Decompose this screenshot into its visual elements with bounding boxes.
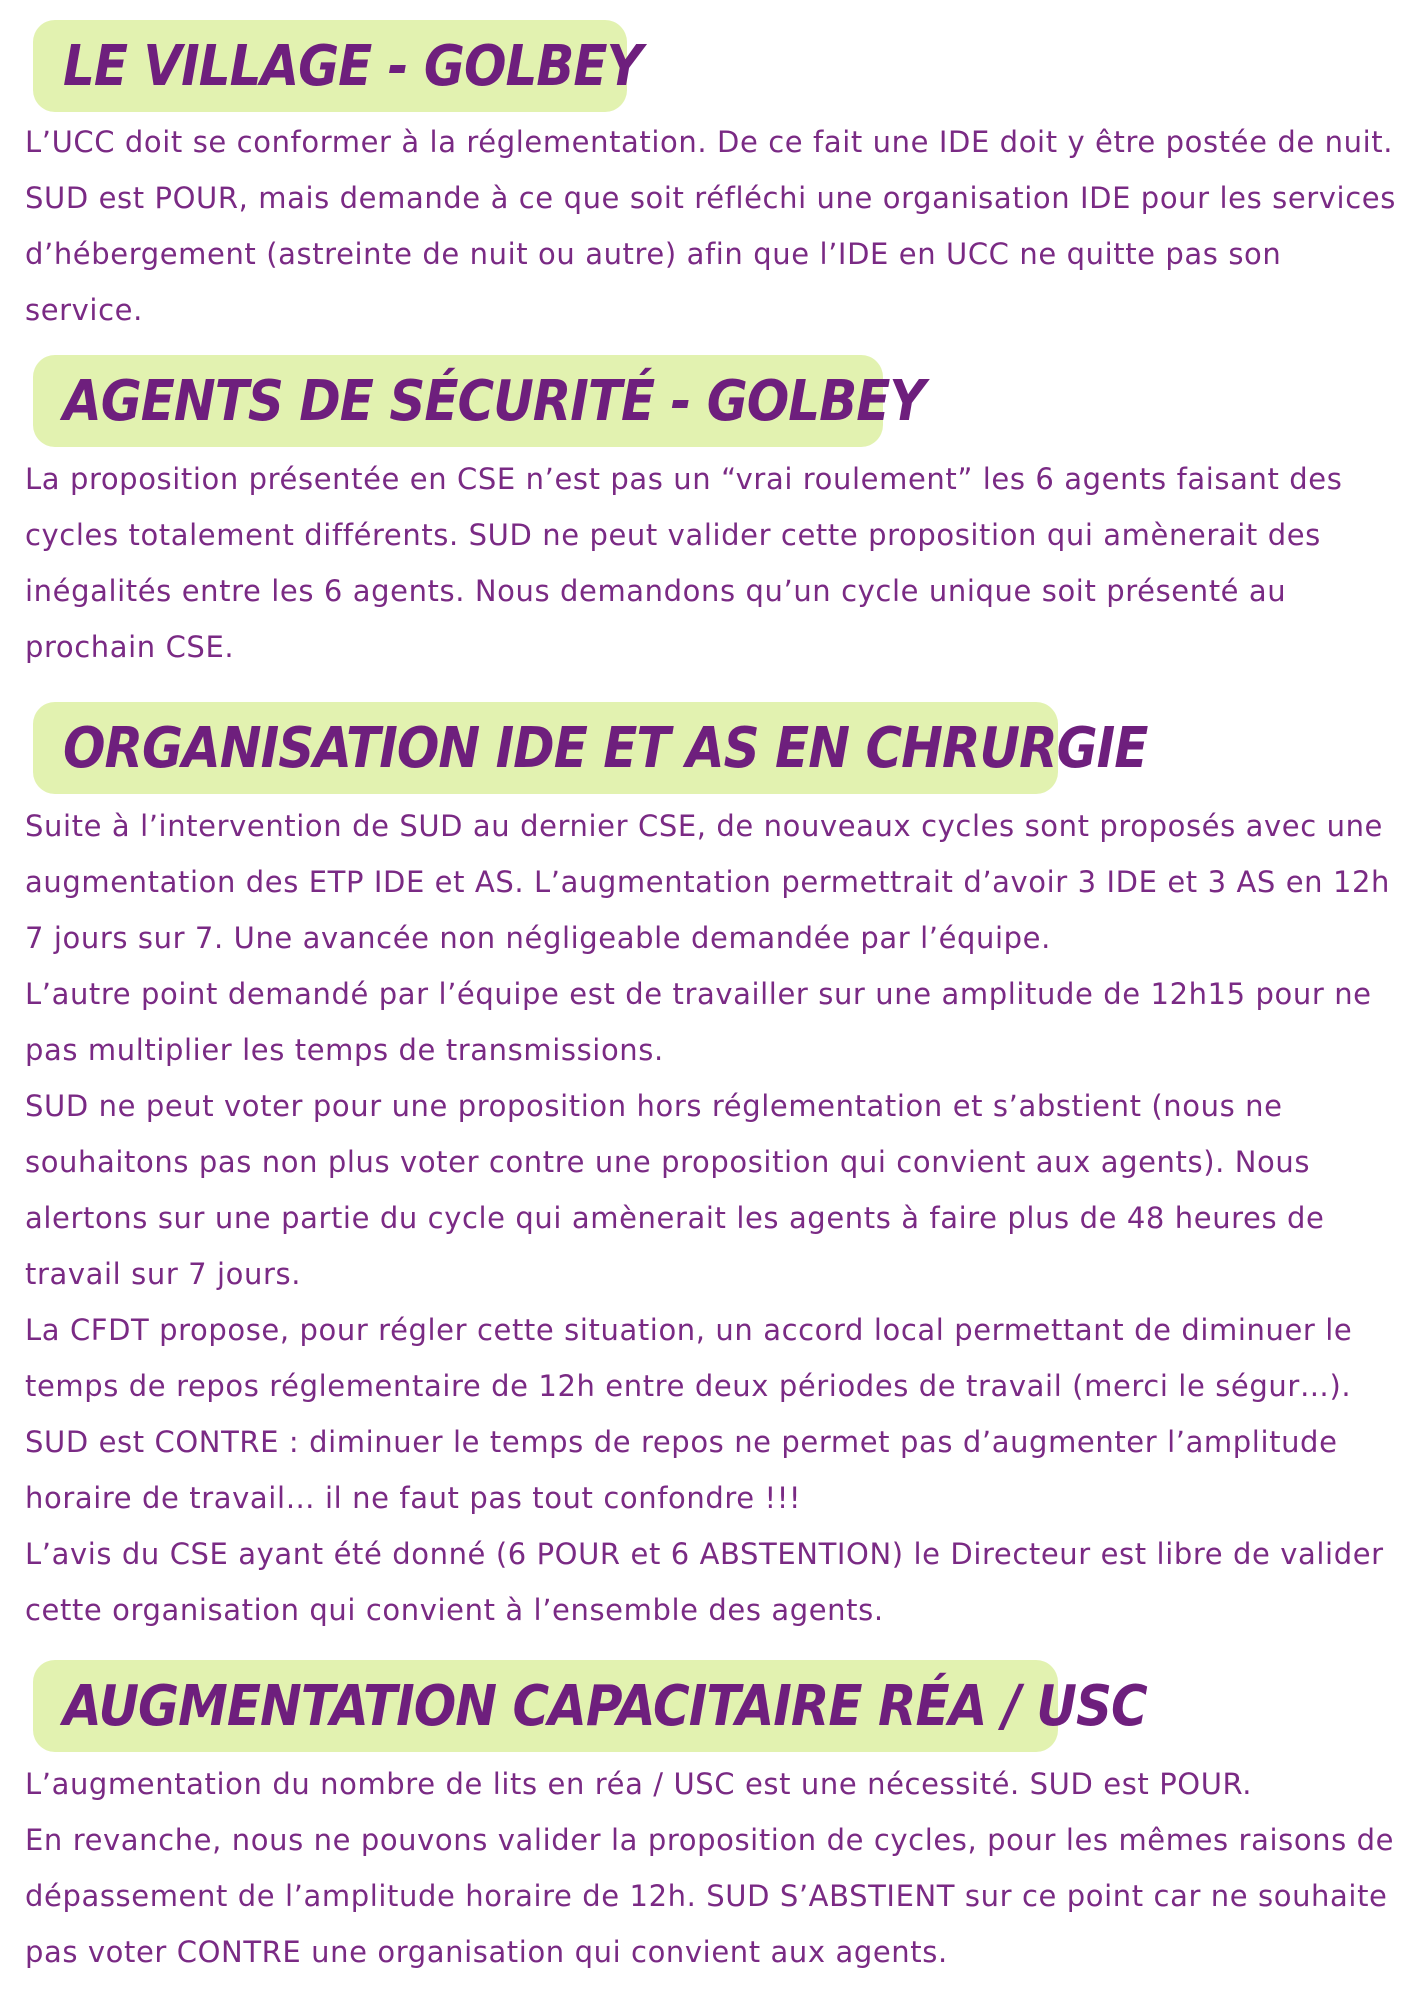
section-body-augmentation-rea-usc [25,1756,1397,1980]
paragraph: La CFDT propose, pour régler cette situation, un accord local permettant de diminuer le temps de repos réglementaire de 12h entre deux périodes de travail (merci le ségur…). SUD est CONTRE : diminuer le temps de repos ne permet pas d’augmenter l’amplitude horaire de travail… il ne faut pas tout confondre !!! [25,1313,1353,1515]
paragraph: La proposition présentée en CSE n’est pas un “vrai roulement” les 6 agents faisant des cycles totalement différents. SUD ne peut valider cette proposition qui amènerait des inégalités entre les 6 agents. Nous demandons qu’un cycle unique soit présenté au prochain CSE. [25,462,1343,664]
paragraph: L’avis du CSE ayant été donné (6 POUR et 6 ABSTENTION) le Directeur est libre de valider cette organisation qui convient à l’ensemble des agents. [25,1537,1384,1627]
paragraph: Suite à l’intervention de SUD au dernier CSE, de nouveaux cycles sont proposés avec une augmentation des ETP IDE et AS. L’augmentation permettrait d’avoir 3 IDE et 3 AS en 12h 7 jours sur 7. Une avancée non négligeable demandée par l’équipe. [25,809,1391,955]
section-title: AGENTS DE SÉCURITÉ - GOLBEY [63,368,925,434]
section-heading-organisation-ide-as [33,702,1148,794]
paragraph: L’augmentation du nombre de lits en réa / USC est une nécessité. SUD est POUR. [25,1767,1253,1801]
section-title: LE VILLAGE - GOLBEY [63,33,642,99]
section-heading-augmentation-rea-usc [33,1660,1147,1752]
section-body-village-golbey [25,114,1397,338]
paragraph: SUD ne peut voter pour une proposition hors réglementation et s’abstient (nous ne souhaitons pas non plus voter contre une proposition qui convient aux agents). Nous alertons sur une partie du cycle qui amènerait les agents à faire plus de 48 heures de travail sur 7 jours. [25,1089,1325,1291]
section-body-agents-securite [25,451,1397,675]
section-title: ORGANISATION IDE ET AS EN CHRURGIE [63,715,1148,781]
paragraph: En revanche, nous ne pouvons valider la proposition de cycles, pour les mêmes raisons de dépassement de l’amplitude horaire de 12h. SUD S’ABSTIENT sur ce point car ne souhaite pas voter CONTRE une organisation qui convient aux agents. [25,1823,1395,1969]
section-heading-village-golbey [33,20,642,112]
paragraph: L’autre point demandé par l’équipe est de travailler sur une amplitude de 12h15 pour ne pas multiplier les temps de transmissions. [25,977,1372,1067]
paragraph: L’UCC doit se conformer à la réglementation. De ce fait une IDE doit y être postée de nuit. SUD est POUR, mais demande à ce que soit réfléchi une organisation IDE pour les services d’hébergement (astreinte de nuit ou autre) afin que l’IDE en UCC ne quitte pas son service. [25,125,1396,327]
section-title: AUGMENTATION CAPACITAIRE RÉA / USC [63,1673,1147,1739]
section-heading-agents-securite [33,355,925,447]
section-body-organisation-ide-as [25,798,1397,1638]
